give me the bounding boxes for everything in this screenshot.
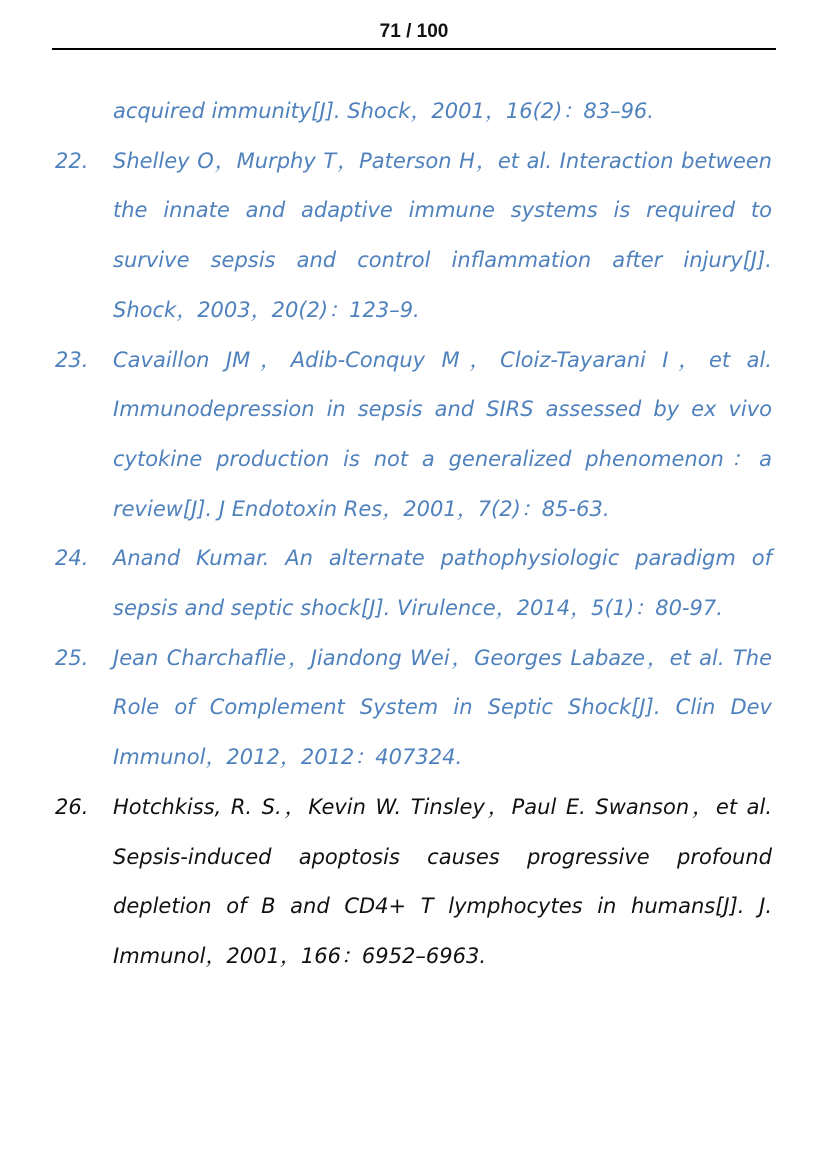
reference-item-21-continued	[0, 87, 827, 137]
reference-list	[0, 87, 827, 982]
reference-text: acquired immunity[J]. Shock，2001，16(2)：83–96.	[113, 99, 654, 123]
reference-text: Jean Charchaflie，Jiandong Wei，Georges Labaze，et al. The Role of Complement System in Septic Shock[J]. Clin Dev Immunol，2012，2012：407324.	[113, 645, 772, 770]
reference-text: Hotchkiss, R. S.，Kevin W. Tinsley，Paul E. Swanson，et al. Sepsis-induced apoptosis causes progressive profound depletion of B and CD4+ T lymphocytes in humans[J]. J. Immunol，2001，166：6952–6963.	[113, 794, 772, 968]
reference-number: 25.	[55, 645, 89, 670]
reference-text: Shelley O，Murphy T，Paterson H，et al. Interaction between the innate and adaptive immune systems is required to survive sepsis and control inflammation after injury[J]. Shock，2003，20(2)：123–9.	[113, 148, 772, 322]
reference-number: 26.	[55, 794, 89, 819]
reference-text: Anand Kumar. An alternate pathophysiologic paradigm of sepsis and septic shock[J]. Virulence，2014，5(1)：80-97.	[113, 546, 772, 621]
reference-number: 24.	[55, 546, 89, 571]
reference-number: 22.	[55, 148, 89, 173]
page-number-header: 71 / 100	[52, 14, 776, 50]
reference-number: 23.	[55, 347, 89, 372]
reference-item-25	[0, 634, 827, 783]
reference-text: Cavaillon JM，Adib-Conquy M，Cloiz-Tayarani I，et al. Immunodepression in sepsis and SIRS assessed by ex vivo cytokine production is not a generalized phenomenon：a review[J]. J Endotoxin Res，2001，7(2)：85-63.	[113, 347, 772, 521]
reference-item-26	[0, 783, 827, 982]
reference-item-24	[0, 534, 827, 633]
reference-item-23	[0, 336, 827, 535]
reference-item-22	[0, 137, 827, 336]
